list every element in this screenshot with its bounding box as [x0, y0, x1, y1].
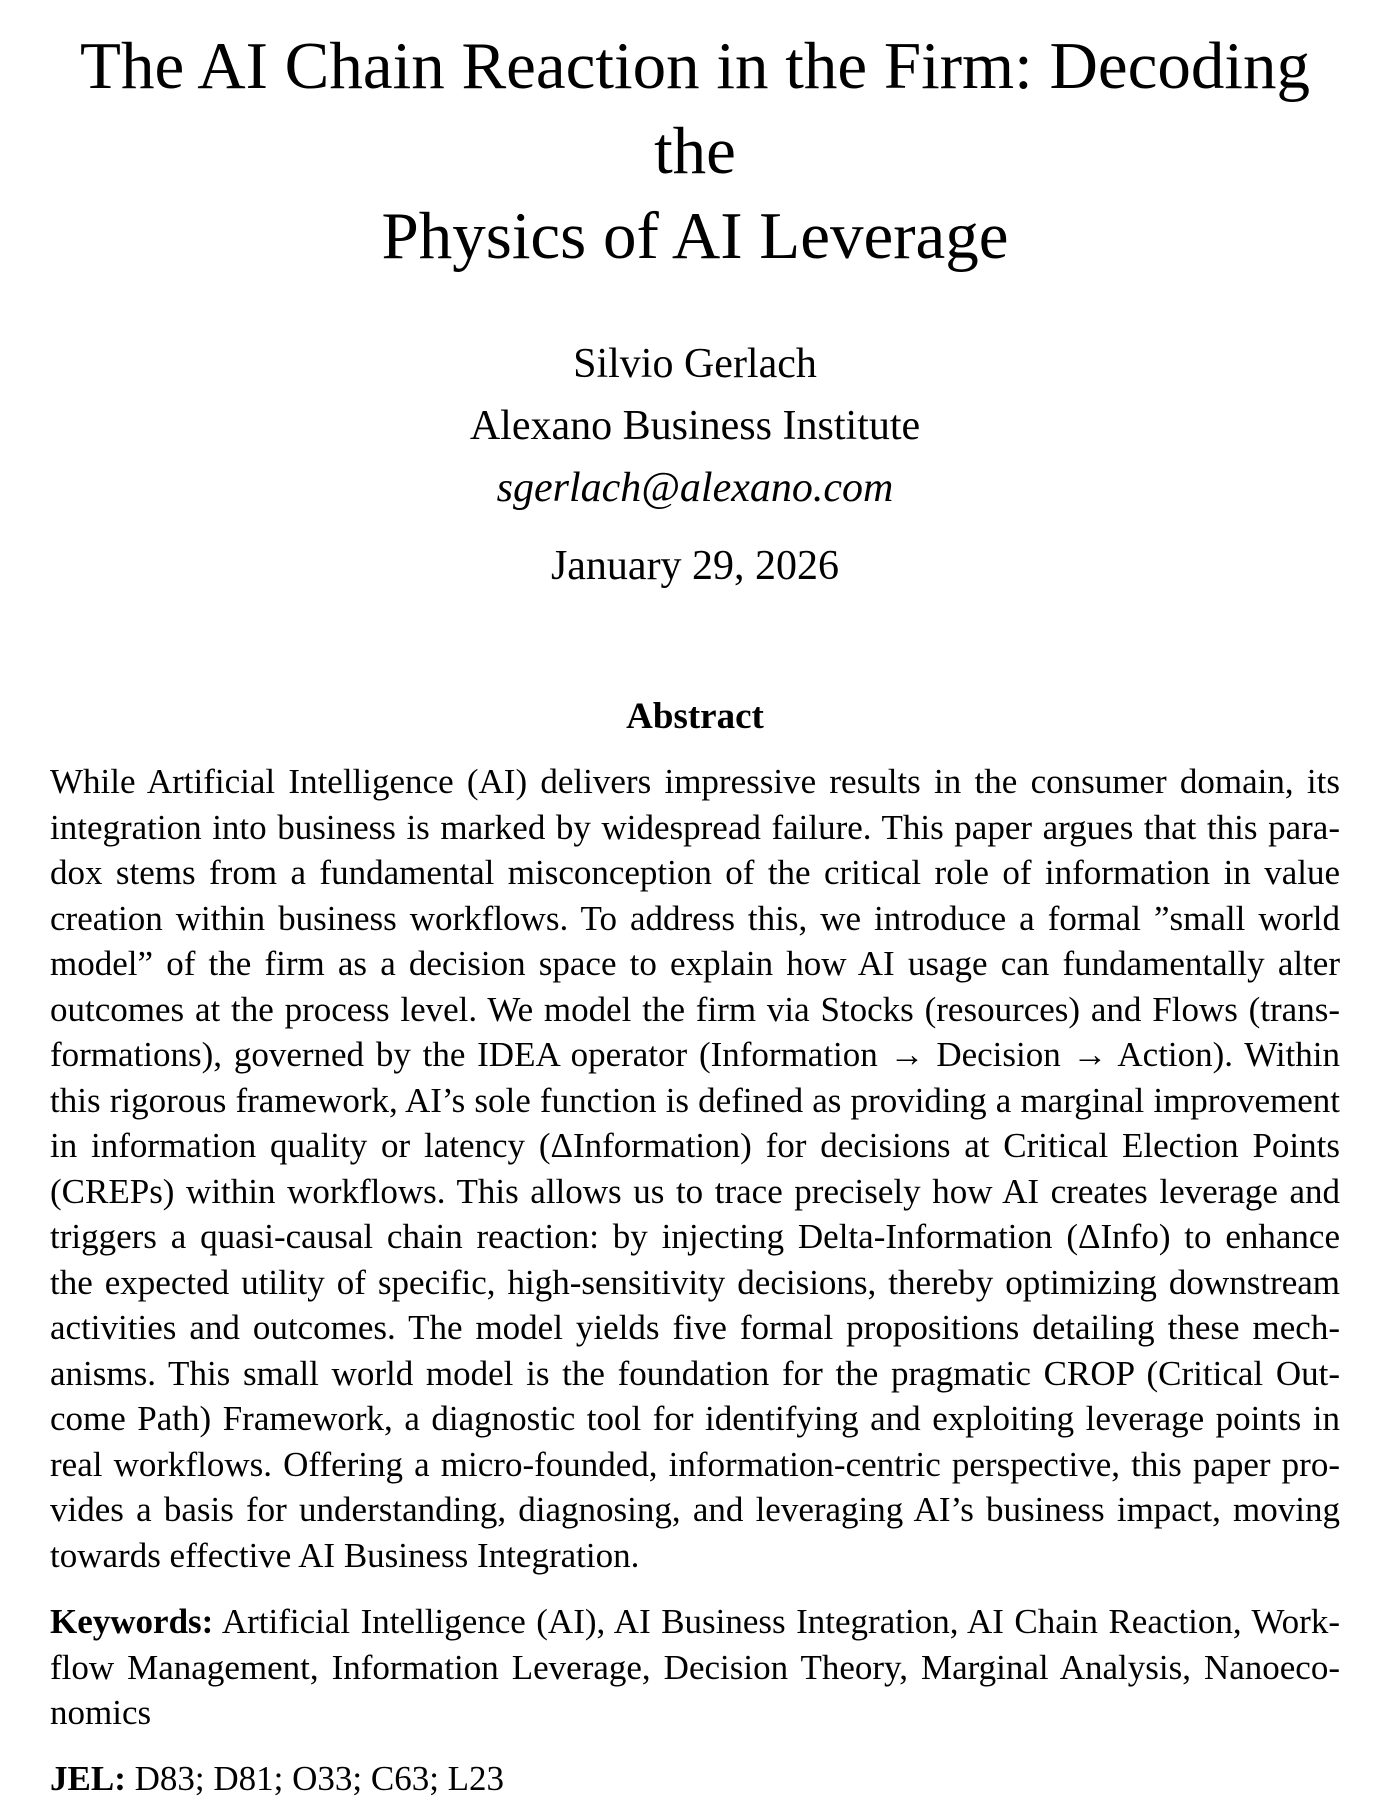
abstract-line: triggers a quasi-causal chain reaction: by injecting Delta-Information (ΔInfo) to enhance	[50, 1214, 1340, 1260]
keywords-line-3: nomics	[50, 1690, 1340, 1736]
abstract-last-line: towards effective AI Business Integration.	[50, 1533, 1340, 1579]
abstract-line: outcomes at the process level. We model the firm via Stocks (resources) and Flows (trans-	[50, 987, 1340, 1033]
affiliation: Alexano Business Institute	[50, 401, 1340, 451]
author-email: sgerlach@alexano.com	[50, 463, 1340, 513]
title-line-2: Physics of AI Leverage	[50, 194, 1340, 279]
abstract-body	[50, 759, 1340, 1578]
paper-title	[50, 24, 1340, 279]
abstract-line: creation within business workflows. To address this, we introduce a formal ”small world	[50, 896, 1340, 942]
abstract-line: the expected utility of specific, high-sensitivity decisions, thereby optimizing downstream	[50, 1260, 1340, 1306]
keywords-line-1	[50, 1599, 1340, 1645]
abstract-line: (CREPs) within workflows. This allows us to trace precisely how AI creates leverage and	[50, 1169, 1340, 1215]
keywords-label: Keywords:	[50, 1602, 213, 1641]
abstract-line: model” of the firm as a decision space to explain how AI usage can fundamentally alter	[50, 941, 1340, 987]
title-line-1: The AI Chain Reaction in the Firm: Decoding the	[50, 24, 1340, 194]
abstract-line: integration into business is marked by widespread failure. This paper argues that this para-	[50, 805, 1340, 851]
author-name: Silvio Gerlach	[50, 339, 1340, 389]
abstract-line: While Artificial Intelligence (AI) delivers impressive results in the consumer domain, its	[50, 759, 1340, 805]
paper-date: January 29, 2026	[50, 541, 1340, 591]
abstract-line: vides a basis for understanding, diagnosing, and leveraging AI’s business impact, moving	[50, 1487, 1340, 1533]
abstract-line: dox stems from a fundamental misconception of the critical role of information in value	[50, 850, 1340, 896]
abstract-justified-lines	[50, 759, 1340, 1533]
abstract-line: come Path) Framework, a diagnostic tool for identifying and exploiting leverage points in	[50, 1396, 1340, 1442]
keywords-block	[50, 1599, 1340, 1736]
abstract-line: anisms. This small world model is the foundation for the pragmatic CROP (Critical Out-	[50, 1351, 1340, 1397]
abstract-line: formations), governed by the IDEA operator (Information → Decision → Action). Within	[50, 1032, 1340, 1078]
abstract-heading: Abstract	[50, 695, 1340, 739]
abstract-line: real workflows. Offering a micro-founded, information-centric perspective, this paper pro-	[50, 1442, 1340, 1488]
abstract-line: in information quality or latency (ΔInformation) for decisions at Critical Election Points	[50, 1123, 1340, 1169]
jel-codes: D83; D81; O33; C63; L23	[126, 1759, 504, 1798]
abstract-line: this rigorous framework, AI’s sole function is defined as providing a marginal improvement	[50, 1078, 1340, 1124]
jel-block	[50, 1756, 1340, 1801]
abstract-line: activities and outcomes. The model yields five formal propositions detailing these mech-	[50, 1305, 1340, 1351]
keywords-line-2: flow Management, Information Leverage, Decision Theory, Marginal Analysis, Nanoeco-	[50, 1645, 1340, 1691]
jel-label: JEL:	[50, 1759, 126, 1798]
keywords-line-1-text: Artificial Intelligence (AI), AI Business Integration, AI Chain Reaction, Work-	[213, 1602, 1340, 1641]
author-block	[50, 339, 1340, 513]
